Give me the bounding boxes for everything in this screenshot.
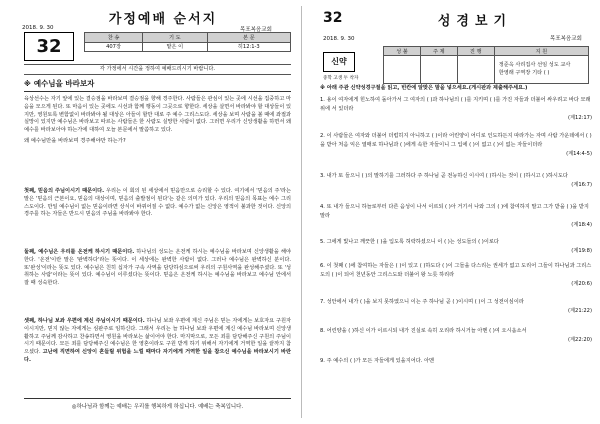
- cell-2: [420, 56, 457, 84]
- question-text: [320, 298, 592, 307]
- question-number: 4.: [320, 204, 327, 210]
- right-page: [305, 0, 600, 424]
- question-number: 2.: [320, 133, 327, 139]
- col-header-3: 진 행: [457, 47, 494, 56]
- point-3-lead: 셋째, 하나님 보좌 우편에 계신 주님이시기 때문이다.: [24, 318, 145, 324]
- question-item: [320, 298, 592, 316]
- point-1-lead: 첫째, 믿음의 주님이시기 때문이다.: [24, 188, 105, 194]
- worship-footer: ◎하나님과 함께는 예배는 우리를 행복하게 하십니다. 예배는 축복입니다.: [71, 404, 244, 410]
- point-1-text: 우리는 이 회의 된 세상에서 믿음만으로 승리할 수 있다. 여기에서 '믿음의 주'라는 말은 '믿음의 근본이요, 믿음의 대상이며, 믿음의 출발점이 된다'는 같은 의미가 있다. 우리의 믿음의 목표는 예수 그리스도이다. 만일 예수님이 없는 믿음이라면 상식이 바뀌어질 수 없다. 예수가 없는 신앙은 영적이 불과한 것이다. 신앙의 경주를 하는 자들은 반드시 믿음의 주님을 바라봐야 한다.: [24, 188, 292, 218]
- point-3-text: 하나님 보좌 우편에 계신 주님은 믿는 자에게는 보호자요 구원자이시지만, 믿지 않는 자에게는 심판주로 임하신다. 그래서 우리는 늘 하나님 보좌 우편에 계신 예수님 바라보며 신앙생활하고 주님께 감사하고 찬송하면서 영원을 바라보는 삶이어야 한다. 마지막으로, 모든 죄를 담당해주신 구원의 주님이시기 때문이다. 모든 죄를 담당해주신 예수님은 한 영혼이라도 구원 받게 하기 위해서 자기에게 거역한 일을 끝까지 참으셨다.: [24, 318, 291, 356]
- question-text: [320, 327, 592, 336]
- prayer-header: 기 도: [143, 33, 208, 43]
- verse-reference: (계14:4-5): [566, 151, 592, 157]
- question-item: [320, 262, 592, 289]
- question-sentence: 주 예수의 ( )가 모든 자들에게 있을지어다. 아멘: [326, 358, 435, 364]
- bible-study-title: 성경보기: [437, 14, 513, 29]
- question-text: [320, 203, 592, 221]
- sermon-point-3: [24, 318, 291, 365]
- worship-title: 가정예배 순서지: [108, 12, 218, 27]
- testament-label: 신약: [323, 52, 355, 72]
- point-2-text: 하나님의 성도는 온전케 하시는 예수님을 바라보며 신앙생활을 해야 한다. '온전'이란 말은 '완벽하다'라는 뜻이다. 이 세상에는 완벽한 사람이 없다. 그러나 예수님은 완벽하신 분이다. 또'완성'이라는 뜻도 있다. 예수님은 친히 십자가 구속 사역을 담당하심으로써 우리의 구원사역을 완성해주셨다. 또 '성취하는 사람'이라는 뜻이 있다. 예수님이 이루셨다는 뜻이다. 믿음은 온전케 하시는 예수님을 바라보고 예수님 안에서 잘 때 성숙한다.: [24, 249, 292, 287]
- question-item: [320, 238, 592, 256]
- study-info-table: [383, 46, 589, 84]
- col-header-1: 성 불: [384, 47, 421, 56]
- right-church-name: 목포복음교회: [550, 36, 582, 42]
- question-item: [320, 357, 592, 366]
- grade-label: 중학 고생 두 착자: [323, 76, 359, 81]
- scripture-header: 본 문: [207, 33, 290, 43]
- left-church-name: 목포복음교회: [240, 27, 272, 33]
- question-number: 7.: [320, 299, 327, 305]
- question-text: [320, 238, 592, 247]
- question-number: 3.: [320, 173, 327, 179]
- instructions: ※ 아래 주관 신약성경구절을 읽고, 빈칸에 알맞은 말을 넣으세요.(게시판과 제출해주세요.): [320, 85, 528, 91]
- question-number: 8.: [320, 328, 327, 334]
- verse-reference: (계20:6): [571, 281, 592, 287]
- sermon-title: [24, 78, 94, 89]
- left-date: 2018. 9. 30: [22, 25, 54, 31]
- question-item: [320, 132, 592, 159]
- cell-4: 정준옥 사리집사 선임 성도 교사 한영래 구역장 기타 ( ): [494, 56, 588, 84]
- sermon-intro: [24, 96, 291, 146]
- verse-reference: (계19:8): [571, 248, 592, 254]
- scripture-value: 히12:1-3: [207, 42, 290, 52]
- question-number: 6.: [320, 263, 327, 269]
- sermon-title-text: 예수님을 바라보자: [33, 79, 95, 88]
- col-header-2: 주 제: [420, 47, 457, 56]
- service-note: 각 가정에서 시간을 정하여 예배드리시기 바랍니다.: [24, 64, 291, 75]
- verse-reference: (계22:20): [567, 337, 592, 343]
- question-text: [320, 96, 592, 114]
- question-item: [320, 327, 592, 345]
- point-3-conclusion: 고난에 직면하여 신앙이 흔들릴 위험을 느낄 때마다 자기에게 거역한 일을 참으신 예수님을 바라보시기 바란다.: [24, 349, 291, 363]
- question-sentence: 그에게 빛나고 깨끗한 ( )을 입도록 허락하셨으니 이 ( )는 성도들의 ( )이로다: [326, 239, 499, 245]
- service-order-table: [84, 32, 291, 52]
- col-header-4: 지 원: [494, 47, 588, 56]
- page-divider: [301, 6, 302, 418]
- left-issue-number: 32: [24, 32, 74, 61]
- cell-3: [457, 56, 494, 84]
- right-date: 2018. 9. 30: [323, 36, 355, 42]
- question-sentence: 내가 또 들으니 ( )의 말하기를 그러하다 주 하나님 곧 전능하신 이시여 ( )하시는 것이 ( )하시고 ( )하시도다: [326, 173, 568, 179]
- verse-reference: (계21:22): [567, 308, 592, 314]
- question-number: 9.: [320, 358, 327, 364]
- question-text: [320, 172, 592, 181]
- intro-text: 육상선수는 자기 앞에 있는 결승점을 바라보며 결승점을 향해 경주한다. 사람들은 관심이 있는 곳에 시선을 집중하고 마음을 모으게 된다. 또 마음이 있는 곳에도 시선과 함께 행동이 그곳으로 향한다. 세상을 살면서 바라봐야 할 대상들이 있지만, 영원토록 변함없이 바라봐야 될 대상은 아들이 할만 대로 주 예수 그리스도다. 세상을 보며 사람을 볼 때에 좌절과 실망이 있지만 예수님은 바라보고 따르는 사람들은 한 사람도 실망한 사람이 없다. 그러면 우리가 신앙생활을 하면서 왜 예수를 바라보아야 하는가에 대하여 오늘 본문에서 말씀하고 있다.: [24, 96, 291, 134]
- divider: [24, 91, 291, 92]
- question-sentence: 어린양을 ( )하신 이가 이르시되 내가 진실로 속히 오리라 하시거늘 아멘 ( )여 오시옵소서: [326, 328, 527, 334]
- sermon-point-2: [24, 249, 291, 288]
- verse-reference: (계12:17): [567, 115, 592, 121]
- verse-reference: (계16:7): [571, 182, 592, 188]
- question-item: [320, 203, 592, 230]
- right-issue-number: 32: [323, 10, 343, 26]
- footer-divider: [24, 398, 291, 399]
- reference-mark-icon: ※: [24, 80, 31, 88]
- hymn-header: 찬 송: [85, 33, 143, 43]
- question-text: [320, 132, 592, 150]
- point-2-lead: 둘째, 예수님은 우리를 온전케 하시기 때문이다.: [24, 249, 135, 255]
- question-text: [320, 262, 592, 280]
- question-sentence: 성안에서 내가 ( )을 보지 못하였으니 이는 주 하나님 곧 ( )이시며 ( )이 그 성전이심이라: [326, 299, 524, 305]
- hymn-value: 407장: [85, 42, 143, 52]
- question-sentence: 이 첫째 ( )에 참여하는 자들은 ( )이 있고 ( )하도다 ( )이 그들을 다스리는 권세가 없고 도리어 그들이 하나님과 그리스도의 ( )이 되어 천년동안 그리스도와 더불어 왕 노릇 하리라: [320, 263, 592, 278]
- question-number: 1.: [320, 97, 327, 103]
- question-item: [320, 96, 592, 123]
- question-number: 5.: [320, 239, 327, 245]
- verse-reference: (계18:4): [571, 222, 592, 228]
- question-sentence: 또 내가 들으니 하늘로부터 다른 음성이 나서 이르되 ( )아 거기서 나와 그의 ( )에 참여하지 말고 그가 받을 ( )을 받지 말라: [320, 204, 589, 219]
- question-sentence: 용이 여자에게 힌노하여 돌아가서 그 여자의 ( )과 하나님의 ( )를 지키며 ( )를 가진 자들과 더불어 싸우려고 바다 모래위에 서 있더라: [320, 97, 591, 112]
- sermon-point-1: [24, 188, 291, 219]
- prayer-value: 맡은 이: [143, 42, 208, 52]
- question-text: [320, 357, 592, 366]
- sermon-question: 왜 예수님만을 바라보며 경주해야만 하는가?: [24, 137, 126, 144]
- question-item: [320, 172, 592, 190]
- question-sentence: 이 사람들은 여자와 더불어 더럽히지 아니하고 ( )이라 어린양이 어디로 인도하든지 따라가는 자며 사람 가운데에서 ( )을 받아 처음 익은 열매로 하나님과 ( )에게 속한 자들이니 그 입에 ( )이 없고 ( )이 없는 자들이더라: [320, 133, 592, 148]
- cell-1: [384, 56, 421, 84]
